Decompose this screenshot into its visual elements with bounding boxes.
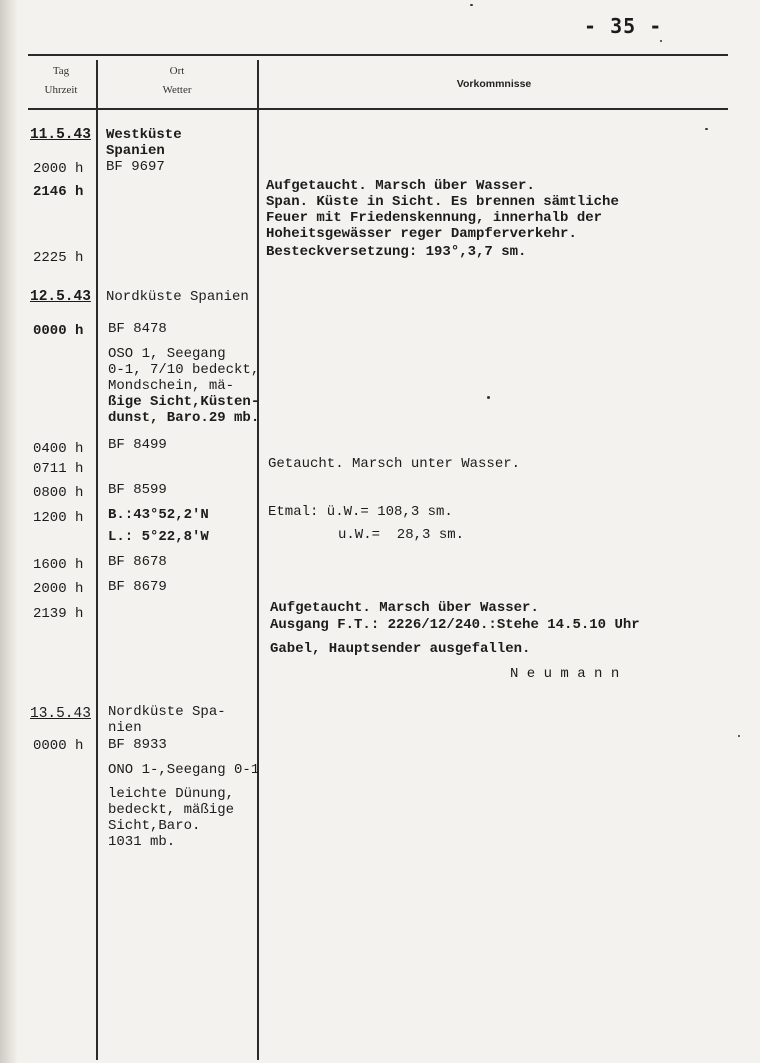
time-d1-2225: 2225 h <box>33 250 84 266</box>
weather-d3-line1: ONO 1-,Seegang 0-1 <box>108 762 260 778</box>
header-col-events: Vorkommnisse <box>456 78 532 90</box>
scan-speck <box>470 4 473 6</box>
event-d1-line5: Besteckversetzung: 193°,3,7 sm. <box>266 244 527 260</box>
time-d2-0000: 0000 h <box>33 323 84 339</box>
place-d1-line1: Westküste <box>106 127 182 143</box>
event-d2-etmal: Etmal: ü.W.= 108,3 sm. <box>268 504 453 520</box>
event-d1-line3: Feuer mit Friedenskennung, innerhalb der <box>266 210 603 226</box>
weather-d2-line3: Mondschein, mä- <box>108 378 235 394</box>
event-d2-line3: Gabel, Hauptsender ausgefallen. <box>270 641 531 657</box>
grid-d2-8499: BF 8499 <box>108 437 167 453</box>
scan-speck <box>487 396 490 399</box>
time-d2-0711: 0711 h <box>33 461 84 477</box>
place-d3-line2: nien <box>108 720 142 736</box>
weather-d2-line2: 0-1, 7/10 bedeckt, <box>108 362 260 378</box>
event-d1-line1: Aufgetaucht. Marsch über Wasser. <box>266 178 535 194</box>
weather-d3-line3: leichte Dünung, <box>108 786 235 802</box>
time-d2-0400: 0400 h <box>33 441 84 457</box>
header-col-place <box>98 62 256 100</box>
place-d1-line2: Spanien <box>106 143 165 159</box>
grid-d3-8933: BF 8933 <box>108 737 167 753</box>
signature-neumann: N e u m a n n <box>510 666 620 682</box>
time-d2-2139: 2139 h <box>33 606 84 622</box>
event-d1-line4: Hoheitsgewässer reger Dampferverkehr. <box>266 226 577 242</box>
weather-d3-line5: Sicht,Baro. <box>108 818 201 834</box>
time-d2-0800: 0800 h <box>33 485 84 501</box>
weather-d2-line5: dunst, Baro.29 mb. <box>108 410 260 426</box>
grid-d2-8679: BF 8679 <box>108 579 167 595</box>
event-d2-etmal-uw: u.W.= 28,3 sm. <box>338 527 465 543</box>
header-bottom-rule <box>28 108 728 110</box>
scan-speck <box>660 40 662 42</box>
position-lon: L.: 5°22,8'W <box>108 529 209 545</box>
time-d2-1600: 1600 h <box>33 557 84 573</box>
header-col-time-line1: Tag <box>52 65 70 77</box>
grid-d2-8599: BF 8599 <box>108 482 167 498</box>
page-edge-shadow <box>0 0 18 1063</box>
date-12-5-43: 12.5.43 <box>30 289 91 305</box>
header-col-place-line2: Wetter <box>162 84 192 96</box>
column-divider-2 <box>257 60 259 1060</box>
date-13-5-43: 13.5.43 <box>30 706 91 722</box>
header-col-place-line1: Ort <box>169 65 185 77</box>
time-d1-2000: 2000 h <box>33 161 84 177</box>
column-divider-1 <box>96 60 98 1060</box>
event-d2-line1: Aufgetaucht. Marsch über Wasser. <box>270 600 539 616</box>
time-d1-2146: 2146 h <box>33 184 84 200</box>
event-d1-line2: Span. Küste in Sicht. Es brennen sämtliche <box>266 194 619 210</box>
header-col-time-line2: Uhrzeit <box>44 84 78 96</box>
header-col-time <box>28 62 94 100</box>
grid-d1-9697: BF 9697 <box>106 159 165 175</box>
time-d2-2000: 2000 h <box>33 581 84 597</box>
event-d2-dive: Getaucht. Marsch unter Wasser. <box>268 456 521 472</box>
page-number: - 35 - <box>584 14 663 38</box>
place-d2: Nordküste Spanien <box>106 289 249 305</box>
grid-d2-8678: BF 8678 <box>108 554 167 570</box>
position-lat: B.:43°52,2'N <box>108 507 209 523</box>
grid-d2-8478: BF 8478 <box>108 321 167 337</box>
weather-d2-line4: ßige Sicht,Küsten- <box>108 394 260 410</box>
weather-d3-line4: bedeckt, mäßige <box>108 802 235 818</box>
weather-d3-line6: 1031 mb. <box>108 834 176 850</box>
date-11-5-43: 11.5.43 <box>30 127 91 143</box>
event-d2-line2: Ausgang F.T.: 2226/12/240.:Stehe 14.5.10 Uhr <box>270 617 640 633</box>
time-d2-1200: 1200 h <box>33 510 84 526</box>
place-d3-line1: Nordküste Spa- <box>108 704 226 720</box>
scan-speck <box>705 128 708 130</box>
scan-speck <box>738 735 740 737</box>
header-top-rule <box>28 54 728 56</box>
time-d3-0000: 0000 h <box>33 738 84 754</box>
weather-d2-line1: OSO 1, Seegang <box>108 346 226 362</box>
